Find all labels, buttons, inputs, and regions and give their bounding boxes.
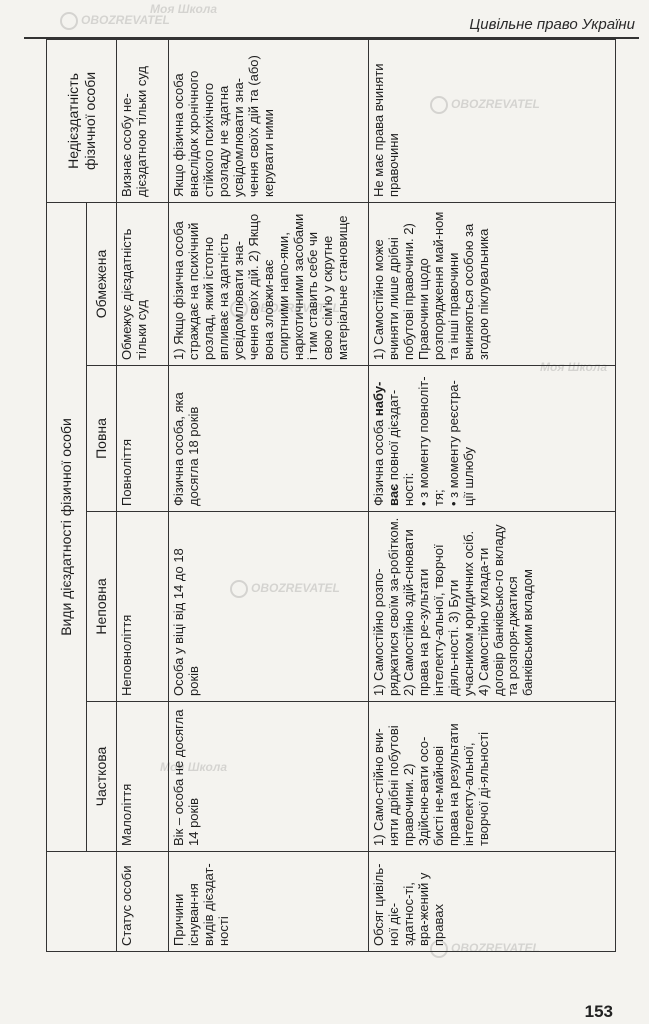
- table-cell: 1) Самостійно розпо-ряджатися своїм за-робітком. 2) Самостійно здій-снювати права на ре-зультати інтелекту-альної, творчої діяль-ності. 3) Бути учасником юридичних осіб. 4) Самостійно уклада-ти договір банківсько-го вкладу та розпоря-джатися банківським вкладом: [369, 512, 616, 702]
- column-header-limited: Обмежена: [87, 202, 117, 365]
- table-cell: Малоліття: [117, 702, 169, 852]
- row-label: Статус особи: [117, 852, 169, 952]
- table-cell: Вік – особа не досягла 14 років: [169, 702, 369, 852]
- rotated-table-stage: [46, 40, 616, 952]
- group-header: Види дієздатності фізичної особи: [47, 202, 87, 851]
- column-header-full: Повна: [87, 366, 117, 512]
- row-label: Причини існуван-ня видів дієздат-ності: [169, 852, 369, 952]
- table-cell: Обмежує дієздатність тільки суд: [117, 202, 169, 365]
- table-cell: Фізична особа, яка досягла 18 років: [169, 366, 369, 512]
- column-header-incomplete: Неповна: [87, 512, 117, 702]
- full-capacity-intro: Фізична особа: [371, 416, 386, 506]
- watermark: Моя Школа: [150, 2, 218, 16]
- list-item: • з моменту повноліт-тя;: [415, 376, 446, 506]
- table-cell: Особа у віці від 14 до 18 років: [169, 512, 369, 702]
- watermark: OBOZREVATEL: [430, 940, 540, 958]
- column-header-incapacity: Недієздатність фізичної особи: [47, 39, 117, 202]
- table-cell: Повноліття: [117, 366, 169, 512]
- table-row: [117, 39, 169, 951]
- full-capacity-intro-bold: набу-ває: [371, 381, 401, 506]
- list-item: • з моменту реєстра-ції шлюбу: [445, 380, 476, 506]
- table-cell: Не має права вчиняти правочини: [369, 39, 616, 202]
- table-cell-full-capacity: [369, 366, 616, 512]
- row-label: Обсяг цивіль-ної діє-здатнос-ті, вра-жений у правах: [369, 852, 616, 952]
- corner-cell: [47, 852, 117, 952]
- column-header-partial: Часткова: [87, 702, 117, 852]
- watermark: OBOZREVATEL: [430, 96, 540, 114]
- watermark: Моя Школа: [160, 760, 228, 774]
- watermark: OBOZREVATEL: [60, 12, 170, 30]
- table-cell: 1) Якщо фізична особа страждає на психічний розлад, який істотно впливає на здатність усвідомлювати зна-чення своїх дій. 2) Якщо вона зловжи-ває спиртними напо-ями, наркотичними засобами і тим ставить себе чи свою сім'ю у скрутне матеріальне становище: [169, 202, 369, 365]
- table-cell: Неповноліття: [117, 512, 169, 702]
- table-cell: Якщо фізична особа внаслідок хронічного стійкого психічного розладу не здатна усвідомлювати зна-чення своїх дій та (або) керувати ними: [169, 39, 369, 202]
- watermark: OBOZREVATEL: [230, 300, 340, 318]
- legal-capacity-table: [46, 39, 616, 952]
- table-row: [369, 39, 616, 951]
- running-header: Цивільне право України: [469, 16, 635, 33]
- table-cell: 1) Самостійно може вчиняти лише дрібні побутові правочини. 2) Правочини щодо розпорядження май-ном та інші правочини вчиняються особою за згодою піклувальника: [369, 202, 616, 365]
- table-row: [169, 39, 369, 951]
- table-cell: Визнає особу не-дієздатною тільки суд: [117, 39, 169, 202]
- watermark: OBOZREVATEL: [230, 580, 340, 598]
- full-capacity-intro-rest: повної дієздат-ності:: [385, 389, 416, 506]
- watermark: Моя Школа: [540, 360, 608, 374]
- page-number: 153: [584, 1002, 613, 1021]
- table-cell: 1) Само-стійно вчи-няти дрібні побутові правочини. 2) Здійсню-вати осо-бисті не-майнові права на результати інтелекту-альної, творчої ді-яльності: [369, 702, 616, 852]
